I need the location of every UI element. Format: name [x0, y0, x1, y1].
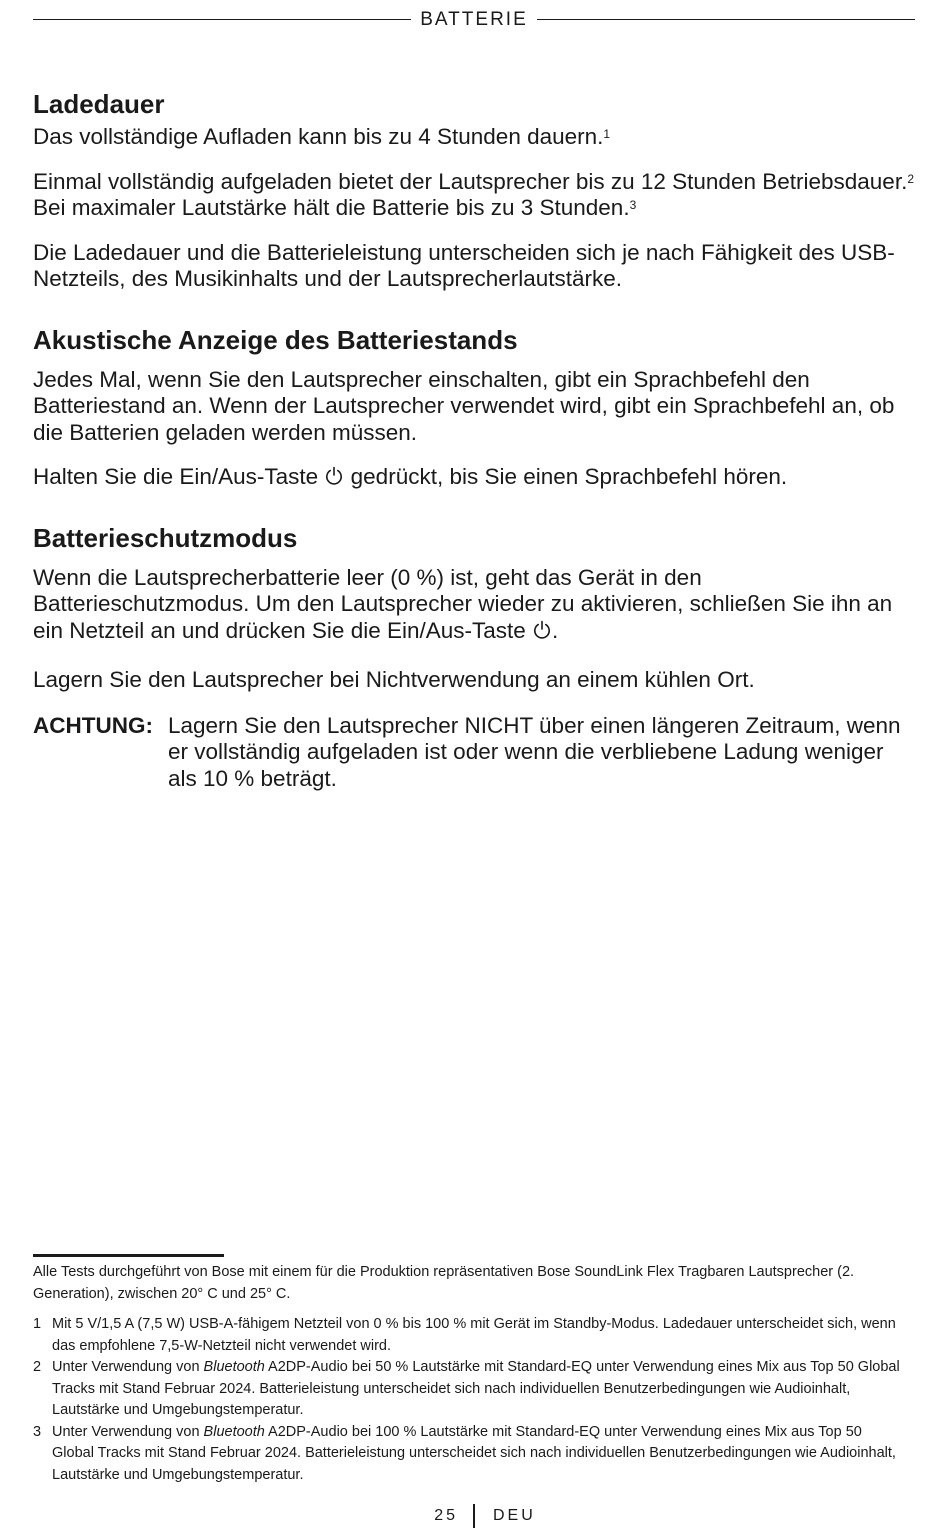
power-icon: [324, 466, 344, 486]
footnote-italic: Bluetooth: [203, 1359, 265, 1375]
protection-text-after: .: [552, 617, 559, 643]
footnote-text-after: A2DP-Audio bei 100 % Lautstärke mit Standard-EQ unter Verwendung eines Mix aus Top 50 Global Tracks mit Stand Februar 2024. Batterieleistung unterscheidet sich nach individuellen Benutzerbedingungen wie Audioinhalt, Lautstärke und Umgebungstemperatur.: [52, 1423, 896, 1483]
footnote-text-before: Unter Verwendung von: [52, 1423, 204, 1440]
footnote-italic: Bluetooth: [203, 1423, 265, 1440]
header-rule-left: [33, 19, 411, 20]
footnote-text: Mit 5 V/1,5 A (7,5 W) USB-A-fähigem Netzteil von 0 % bis 100 % mit Gerät im Standby-Modus. Ladedauer unterscheidet sich, wenn das empfohlene 7,5-W-Netzteil nicht verwendet wird.: [52, 1316, 896, 1354]
paragraph-protection-mode: [33, 565, 918, 645]
footnote-divider: [33, 1254, 224, 1257]
runtime-text: Einmal vollständig aufgeladen bietet der Lautsprecher bis zu 12 Stunden Betriebsdauer.: [33, 168, 908, 194]
max-volume-text: Bei maximaler Lautstärke hält die Batterie bis zu 3 Stunden.: [33, 195, 630, 220]
footnote-number: 3: [33, 1423, 42, 1440]
protection-text-before: Wenn die Lautsprecherbatterie leer (0 %) ist, geht das Gerät in den Batterieschutzmodus. Um den Lautsprecher wieder zu aktivieren, schließen Sie ihn an ein Netzteil an und drücken Sie die Ein/Aus-Taste: [33, 564, 893, 643]
footnotes: [33, 1262, 903, 1486]
footnote-ref-3: 3: [629, 198, 637, 212]
footnote-intro: Alle Tests durchgeführt von Bose mit einem für die Produktion repräsentativen Bose SoundLink Flex Tragbaren Lautsprecher (2. Generation), zwischen 20° C und 25° C.: [33, 1264, 855, 1302]
page-number: 25: [434, 1507, 458, 1524]
footnote-item: [33, 1357, 903, 1422]
footnote-ref-2: 2: [907, 171, 915, 186]
hold-power-text-after: gedrückt, bis Sie einen Sprachbefehl hören.: [344, 464, 788, 489]
heading-charging-time: Ladedauer: [33, 89, 165, 119]
header-rule-right: [537, 19, 915, 20]
warning-text: Lagern Sie den Lautsprecher NICHT über einen längeren Zeitraum, wenn er vollständig aufgeladen ist oder wenn die verbliebene Ladung weniger als 10 % beträgt.: [168, 712, 901, 791]
paragraph-charging-duration: [33, 124, 918, 151]
paragraph-hold-power: [33, 464, 918, 491]
footnote-item: [33, 1422, 903, 1487]
hold-power-text-before: Halten Sie die Ein/Aus-Taste: [33, 464, 325, 489]
page-footer: [0, 1504, 950, 1528]
footnote-ref-1: 1: [603, 127, 611, 141]
paragraph-voice-prompt: Jedes Mal, wenn Sie den Lautsprecher einschalten, gibt ein Sprachbefehl den Batteriestand an. Wenn der Lautsprecher verwendet wird, gibt ein Sprachbefehl an, ob die Batterien geladen werden müssen.: [33, 366, 895, 445]
footnote-item: [33, 1314, 903, 1357]
language-code: DEU: [493, 1507, 536, 1524]
power-icon: [532, 620, 552, 640]
footer-separator: [473, 1504, 475, 1528]
paragraph-storage: Lagern Sie den Lautsprecher bei Nichtverwendung an einem kühlen Ort.: [33, 667, 755, 692]
footnote-text: [52, 1357, 903, 1422]
heading-protection-mode: Batterieschutzmodus: [33, 522, 298, 553]
paragraph-runtime: [33, 169, 918, 222]
section-title: BATTERIE: [420, 9, 528, 30]
main-content: [33, 86, 918, 792]
warning-label: ACHTUNG:: [33, 712, 153, 738]
page-header: [33, 8, 915, 32]
footnote-number: 2: [33, 1359, 42, 1375]
footnote-text-before: Unter Verwendung von: [52, 1359, 204, 1375]
footnote-text-after: A2DP-Audio bei 50 % Lautstärke mit Standard-EQ unter Verwendung eines Mix aus Top 50 Global Tracks mit Stand Februar 2024. Batterieleistung unterscheidet sich nach individuellen Benutzerbedingungen wie Audioinhalt, Lautstärke und Umgebungstemperatur.: [52, 1359, 900, 1418]
footnote-number: 1: [33, 1316, 42, 1332]
charging-duration-text: Das vollständige Aufladen kann bis zu 4 Stunden dauern.: [33, 124, 604, 149]
footnote-text: [52, 1422, 903, 1487]
warning-block: [33, 713, 918, 793]
heading-acoustic-indicator: Akustische Anzeige des Batteriestands: [33, 324, 518, 355]
paragraph-variation: Die Ladedauer und die Batterieleistung unterscheiden sich je nach Fähigkeit des USB-Netzteils, des Musikinhalts und der Lautsprecherlautstärke.: [33, 239, 895, 291]
